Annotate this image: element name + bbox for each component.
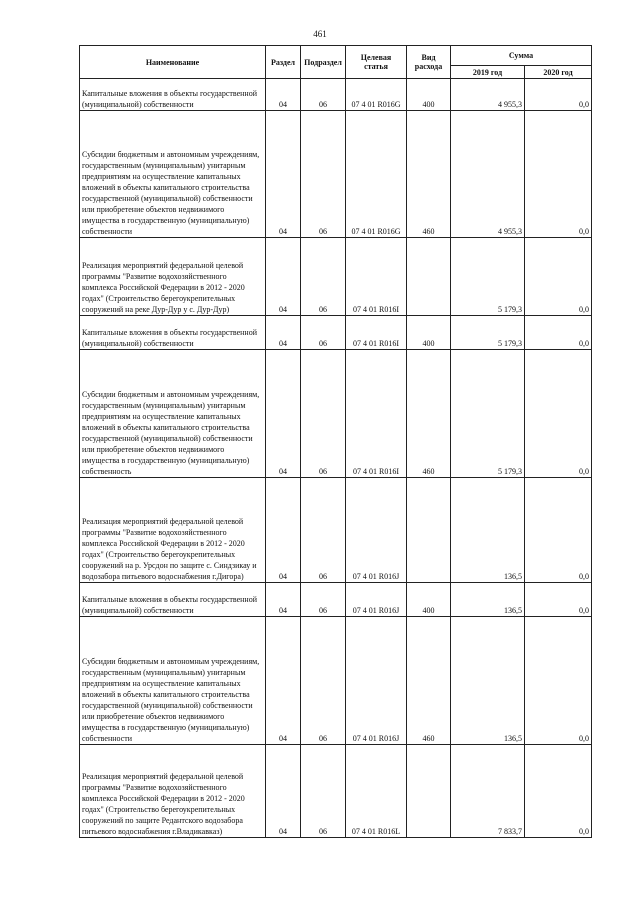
row-sum-2020: 0,0 <box>525 316 592 350</box>
row-article: 07 4 01 R016I <box>346 350 407 478</box>
row-article: 07 4 01 R016I <box>346 238 407 316</box>
row-article: 07 4 01 R016J <box>346 617 407 745</box>
row-section: 04 <box>266 79 301 111</box>
row-sum-2019: 5 179,3 <box>451 350 525 478</box>
row-type: 400 <box>407 316 451 350</box>
header-target-article: Целевая статья <box>346 46 407 79</box>
header-name: Наименование <box>80 46 266 79</box>
row-section: 04 <box>266 238 301 316</box>
row-section: 04 <box>266 745 301 838</box>
row-section: 04 <box>266 111 301 238</box>
row-type: 460 <box>407 111 451 238</box>
row-type <box>407 745 451 838</box>
table-row <box>80 583 592 617</box>
header-sum: Сумма <box>451 46 592 66</box>
row-sum-2019: 136,5 <box>451 478 525 583</box>
row-subsection: 06 <box>301 583 346 617</box>
header-subsection: Подраздел <box>301 46 346 79</box>
row-type <box>407 478 451 583</box>
row-subsection: 06 <box>301 745 346 838</box>
row-sum-2020: 0,0 <box>525 350 592 478</box>
row-sum-2020: 0,0 <box>525 111 592 238</box>
row-article: 07 4 01 R016L <box>346 745 407 838</box>
row-name: Субсидии бюджетным и автономным учреждениям, государственным (муниципальным) унитарным предприятиям на осуществление капитальных вложений в объекты капитального строительства государственной (муниципальной) собственности или приобретение объектов недвижимого имущества в государственную (муниципальную) собственности <box>80 111 266 238</box>
row-name: Реализация мероприятий федеральной целевой программы "Развитие водохозяйственного комплекса Российской Федерации в 2012 - 2020 годах" (Строительство берегоукрепительных сооружений по защите Редантского водозабора питьевого водоснабжения г.Владикавказ) <box>80 745 266 838</box>
row-article: 07 4 01 R016G <box>346 111 407 238</box>
row-name: Реализация мероприятий федеральной целевой программы "Развитие водохозяйственного комплекса Российской Федерации в 2012 - 2020 годах" (Строительство берегоукрепительных сооружений на р. Урсдон по защите с. Синдзикау и водозабора питьевого водоснабжения г.Дигора) <box>80 478 266 583</box>
table-row <box>80 316 592 350</box>
row-type: 460 <box>407 350 451 478</box>
row-subsection: 06 <box>301 617 346 745</box>
row-name: Субсидии бюджетным и автономным учреждениям, государственным (муниципальным) унитарным предприятиям на осуществление капитальных вложений в объекты капитального строительства государственной (муниципальной) собственности или приобретение объектов недвижимого имущества в государственную (муниципальную) собственность <box>80 350 266 478</box>
row-section: 04 <box>266 350 301 478</box>
row-article: 07 4 01 R016G <box>346 79 407 111</box>
row-sum-2019: 4 955,3 <box>451 79 525 111</box>
header-section: Раздел <box>266 46 301 79</box>
row-sum-2019: 5 179,3 <box>451 316 525 350</box>
row-sum-2020: 0,0 <box>525 583 592 617</box>
row-sum-2020: 0,0 <box>525 79 592 111</box>
row-sum-2020: 0,0 <box>525 745 592 838</box>
header-expense-type: Вид расхода <box>407 46 451 79</box>
header-year-2019: 2019 год <box>451 66 525 79</box>
table-row <box>80 111 592 238</box>
page-number: 461 <box>313 29 327 39</box>
row-name: Капитальные вложения в объекты государственной (муниципальной) собственности <box>80 79 266 111</box>
row-type: 400 <box>407 583 451 617</box>
row-name: Субсидии бюджетным и автономным учреждениям, государственным (муниципальным) унитарным предприятиям на осуществление капитальных вложений в объекты капитального строительства государственной (муниципальной) собственности или приобретение объектов недвижимого имущества в государственную (муниципальную) собственности <box>80 617 266 745</box>
row-section: 04 <box>266 583 301 617</box>
row-article: 07 4 01 R016I <box>346 316 407 350</box>
row-name: Капитальные вложения в объекты государственной (муниципальной) собственности <box>80 316 266 350</box>
row-section: 04 <box>266 617 301 745</box>
table-row <box>80 350 592 478</box>
row-subsection: 06 <box>301 478 346 583</box>
header-year-2020: 2020 год <box>525 66 592 79</box>
row-article: 07 4 01 R016J <box>346 583 407 617</box>
row-sum-2019: 7 833,7 <box>451 745 525 838</box>
row-sum-2019: 5 179,3 <box>451 238 525 316</box>
row-article: 07 4 01 R016J <box>346 478 407 583</box>
row-type: 400 <box>407 79 451 111</box>
table-row <box>80 745 592 838</box>
row-sum-2019: 136,5 <box>451 583 525 617</box>
table-row <box>80 478 592 583</box>
row-name: Капитальные вложения в объекты государственной (муниципальной) собственности <box>80 583 266 617</box>
row-sum-2020: 0,0 <box>525 238 592 316</box>
header-row <box>80 46 592 66</box>
row-subsection: 06 <box>301 350 346 478</box>
row-name: Реализация мероприятий федеральной целевой программы "Развитие водохозяйственного комплекса Российской Федерации в 2012 - 2020 годах" (Строительство берегоукрепительных сооружений на реке Дур-Дур у с. Дур-Дур) <box>80 238 266 316</box>
row-type <box>407 238 451 316</box>
row-subsection: 06 <box>301 111 346 238</box>
row-sum-2019: 136,5 <box>451 617 525 745</box>
table-row <box>80 238 592 316</box>
row-sum-2019: 4 955,3 <box>451 111 525 238</box>
row-subsection: 06 <box>301 238 346 316</box>
row-subsection: 06 <box>301 79 346 111</box>
row-sum-2020: 0,0 <box>525 478 592 583</box>
budget-table <box>79 45 592 838</box>
row-subsection: 06 <box>301 316 346 350</box>
table-row <box>80 79 592 111</box>
row-sum-2020: 0,0 <box>525 617 592 745</box>
row-type: 460 <box>407 617 451 745</box>
table-row <box>80 617 592 745</box>
row-section: 04 <box>266 478 301 583</box>
row-section: 04 <box>266 316 301 350</box>
